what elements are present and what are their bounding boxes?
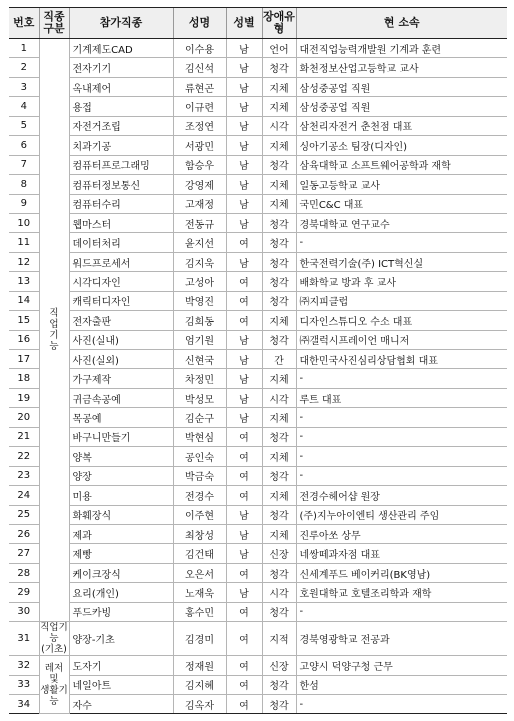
gender-cell: 남 bbox=[226, 155, 262, 174]
affiliation-cell: 삼성중공업 직원 bbox=[296, 97, 507, 116]
name-cell: 박금숙 bbox=[173, 466, 226, 485]
table-row bbox=[9, 272, 507, 291]
job-cell: 워드프로세서 bbox=[69, 252, 173, 271]
gender-cell: 여 bbox=[226, 563, 262, 582]
gender-cell: 남 bbox=[226, 213, 262, 232]
table-row bbox=[9, 194, 507, 213]
row-number: 25 bbox=[9, 505, 39, 524]
affiliation-cell: 신세계푸드 베이커리(BK영남) bbox=[296, 563, 507, 582]
gender-cell: 남 bbox=[226, 39, 262, 58]
job-cell: 도자기 bbox=[69, 656, 173, 675]
row-number: 20 bbox=[9, 408, 39, 427]
disability-cell: 시각 bbox=[262, 116, 296, 135]
affiliation-cell: ㈜지피클럽 bbox=[296, 291, 507, 310]
row-number: 6 bbox=[9, 136, 39, 155]
affiliation-cell: - bbox=[296, 427, 507, 446]
name-cell: 김경미 bbox=[173, 622, 226, 656]
disability-cell: 지체 bbox=[262, 136, 296, 155]
participants-table-container bbox=[9, 7, 507, 714]
row-number: 2 bbox=[9, 58, 39, 77]
disability-cell: 청각 bbox=[262, 213, 296, 232]
row-number: 21 bbox=[9, 427, 39, 446]
table-row bbox=[9, 524, 507, 543]
disability-cell: 신장 bbox=[262, 656, 296, 675]
affiliation-cell: 삼천리자전거 춘천점 대표 bbox=[296, 116, 507, 135]
affiliation-cell: 화천정보산업고등학교 교사 bbox=[296, 58, 507, 77]
name-cell: 조정연 bbox=[173, 116, 226, 135]
row-number: 3 bbox=[9, 77, 39, 96]
name-cell: 김지욱 bbox=[173, 252, 226, 271]
affiliation-cell: 삼성중공업 직원 bbox=[296, 77, 507, 96]
gender-cell: 남 bbox=[226, 544, 262, 563]
job-cell: 양복 bbox=[69, 447, 173, 466]
table-row bbox=[9, 136, 507, 155]
job-cell: 요리(개인) bbox=[69, 583, 173, 602]
row-number: 33 bbox=[9, 675, 39, 694]
participants-table bbox=[9, 7, 507, 714]
disability-cell: 지체 bbox=[262, 486, 296, 505]
affiliation-cell: (주)지누아이엔티 생산관리 주임 bbox=[296, 505, 507, 524]
row-number: 12 bbox=[9, 252, 39, 271]
table-row bbox=[9, 388, 507, 407]
table-row bbox=[9, 330, 507, 349]
affiliation-cell: 한국전력기술(주) ICT혁신실 bbox=[296, 252, 507, 271]
affiliation-cell: 일동고등학교 교사 bbox=[296, 175, 507, 194]
row-number: 17 bbox=[9, 350, 39, 369]
job-cell: 목공예 bbox=[69, 408, 173, 427]
header-gender: 성별 bbox=[226, 8, 262, 39]
gender-cell: 여 bbox=[226, 486, 262, 505]
disability-cell: 시각 bbox=[262, 388, 296, 407]
affiliation-cell: 고양시 덕양구청 근무 bbox=[296, 656, 507, 675]
name-cell: 정재원 bbox=[173, 656, 226, 675]
job-cell: 컴퓨터프로그래밍 bbox=[69, 155, 173, 174]
disability-cell: 지체 bbox=[262, 97, 296, 116]
gender-cell: 남 bbox=[226, 388, 262, 407]
table-row bbox=[9, 350, 507, 369]
name-cell: 이수용 bbox=[173, 39, 226, 58]
row-number: 4 bbox=[9, 97, 39, 116]
gender-cell: 남 bbox=[226, 116, 262, 135]
disability-cell: 지체 bbox=[262, 369, 296, 388]
name-cell: 이주현 bbox=[173, 505, 226, 524]
category-cell: 레저 및 생활기능 bbox=[39, 656, 69, 714]
row-number: 5 bbox=[9, 116, 39, 135]
name-cell: 고재정 bbox=[173, 194, 226, 213]
header-category: 직종 구분 bbox=[39, 8, 69, 39]
affiliation-cell: - bbox=[296, 408, 507, 427]
gender-cell: 여 bbox=[226, 447, 262, 466]
disability-cell: 청각 bbox=[262, 291, 296, 310]
name-cell: 홍수민 bbox=[173, 602, 226, 621]
name-cell: 김옥자 bbox=[173, 695, 226, 714]
table-row bbox=[9, 447, 507, 466]
row-number: 8 bbox=[9, 175, 39, 194]
name-cell: 윤지선 bbox=[173, 233, 226, 252]
disability-cell: 청각 bbox=[262, 675, 296, 694]
table-row bbox=[9, 155, 507, 174]
name-cell: 김신석 bbox=[173, 58, 226, 77]
row-number: 27 bbox=[9, 544, 39, 563]
row-number: 26 bbox=[9, 524, 39, 543]
row-number: 19 bbox=[9, 388, 39, 407]
header-name: 성명 bbox=[173, 8, 226, 39]
row-number: 23 bbox=[9, 466, 39, 485]
table-row bbox=[9, 233, 507, 252]
row-number: 18 bbox=[9, 369, 39, 388]
name-cell: 김지혜 bbox=[173, 675, 226, 694]
name-cell: 류현곤 bbox=[173, 77, 226, 96]
job-cell: 미용 bbox=[69, 486, 173, 505]
gender-cell: 남 bbox=[226, 505, 262, 524]
row-number: 10 bbox=[9, 213, 39, 232]
name-cell: 전경수 bbox=[173, 486, 226, 505]
affiliation-cell: 삼육대학교 소프트웨어공학과 재학 bbox=[296, 155, 507, 174]
affiliation-cell: 경북영광학교 전공과 bbox=[296, 622, 507, 656]
disability-cell: 청각 bbox=[262, 233, 296, 252]
table-row bbox=[9, 427, 507, 446]
table-row bbox=[9, 408, 507, 427]
row-number: 30 bbox=[9, 602, 39, 621]
name-cell: 박현심 bbox=[173, 427, 226, 446]
gender-cell: 여 bbox=[226, 622, 262, 656]
gender-cell: 남 bbox=[226, 350, 262, 369]
job-cell: 컴퓨터수리 bbox=[69, 194, 173, 213]
gender-cell: 여 bbox=[226, 291, 262, 310]
row-number: 24 bbox=[9, 486, 39, 505]
header-disability: 장애유 형 bbox=[262, 8, 296, 39]
disability-cell: 언어 bbox=[262, 39, 296, 58]
affiliation-cell: 대한민국사진심리상담협회 대표 bbox=[296, 350, 507, 369]
disability-cell: 청각 bbox=[262, 505, 296, 524]
job-cell: 전자기기 bbox=[69, 58, 173, 77]
disability-cell: 청각 bbox=[262, 695, 296, 714]
disability-cell: 지체 bbox=[262, 194, 296, 213]
job-cell: 네일아트 bbox=[69, 675, 173, 694]
table-row bbox=[9, 602, 507, 621]
table-row bbox=[9, 675, 507, 694]
name-cell: 차정민 bbox=[173, 369, 226, 388]
row-number: 28 bbox=[9, 563, 39, 582]
job-cell: 사진(실외) bbox=[69, 350, 173, 369]
gender-cell: 남 bbox=[226, 583, 262, 602]
job-cell: 제과 bbox=[69, 524, 173, 543]
disability-cell: 청각 bbox=[262, 155, 296, 174]
job-cell: 제빵 bbox=[69, 544, 173, 563]
table-row bbox=[9, 175, 507, 194]
job-cell: 자수 bbox=[69, 695, 173, 714]
job-cell: 양장 bbox=[69, 466, 173, 485]
affiliation-cell: 한섬 bbox=[296, 675, 507, 694]
disability-cell: 신장 bbox=[262, 544, 296, 563]
affiliation-cell: - bbox=[296, 369, 507, 388]
job-cell: 푸드카빙 bbox=[69, 602, 173, 621]
disability-cell: 지체 bbox=[262, 175, 296, 194]
table-row bbox=[9, 291, 507, 310]
name-cell: 고성아 bbox=[173, 272, 226, 291]
affiliation-cell: 전경수헤어샵 원장 bbox=[296, 486, 507, 505]
row-number: 7 bbox=[9, 155, 39, 174]
gender-cell: 남 bbox=[226, 136, 262, 155]
disability-cell: 청각 bbox=[262, 330, 296, 349]
job-cell: 용접 bbox=[69, 97, 173, 116]
disability-cell: 지체 bbox=[262, 408, 296, 427]
job-cell: 케이크장식 bbox=[69, 563, 173, 582]
job-cell: 양장-기초 bbox=[69, 622, 173, 656]
gender-cell: 여 bbox=[226, 466, 262, 485]
gender-cell: 남 bbox=[226, 524, 262, 543]
table-row bbox=[9, 369, 507, 388]
name-cell: 박성모 bbox=[173, 388, 226, 407]
affiliation-cell: 루트 대표 bbox=[296, 388, 507, 407]
gender-cell: 남 bbox=[226, 330, 262, 349]
row-number: 32 bbox=[9, 656, 39, 675]
job-cell: 컴퓨터정보통신 bbox=[69, 175, 173, 194]
job-cell: 치과기공 bbox=[69, 136, 173, 155]
affiliation-cell: 호원대학교 호텔조리학과 재학 bbox=[296, 583, 507, 602]
row-number: 22 bbox=[9, 447, 39, 466]
disability-cell: 청각 bbox=[262, 563, 296, 582]
row-number: 29 bbox=[9, 583, 39, 602]
table-row bbox=[9, 622, 507, 656]
name-cell: 전동규 bbox=[173, 213, 226, 232]
gender-cell: 여 bbox=[226, 233, 262, 252]
affiliation-cell: - bbox=[296, 466, 507, 485]
affiliation-cell: 싱아기공소 팀장(디자인) bbox=[296, 136, 507, 155]
row-number: 11 bbox=[9, 233, 39, 252]
gender-cell: 남 bbox=[226, 408, 262, 427]
gender-cell: 여 bbox=[226, 656, 262, 675]
gender-cell: 여 bbox=[226, 311, 262, 330]
header-affiliation: 현 소속 bbox=[296, 8, 507, 39]
affiliation-cell: 배화학교 방과 후 교사 bbox=[296, 272, 507, 291]
name-cell: 이규련 bbox=[173, 97, 226, 116]
job-cell: 전자출판 bbox=[69, 311, 173, 330]
table-body bbox=[9, 39, 507, 714]
table-row bbox=[9, 505, 507, 524]
disability-cell: 청각 bbox=[262, 602, 296, 621]
row-number: 9 bbox=[9, 194, 39, 213]
table-row bbox=[9, 466, 507, 485]
job-cell: 자전거조립 bbox=[69, 116, 173, 135]
gender-cell: 남 bbox=[226, 194, 262, 213]
gender-cell: 여 bbox=[226, 675, 262, 694]
table-row bbox=[9, 39, 507, 58]
row-number: 31 bbox=[9, 622, 39, 656]
disability-cell: 청각 bbox=[262, 466, 296, 485]
name-cell: 강영제 bbox=[173, 175, 226, 194]
disability-cell: 지체 bbox=[262, 311, 296, 330]
row-number: 1 bbox=[9, 39, 39, 58]
job-cell: 캐릭터디자인 bbox=[69, 291, 173, 310]
disability-cell: 청각 bbox=[262, 427, 296, 446]
header-job: 참가직종 bbox=[69, 8, 173, 39]
gender-cell: 남 bbox=[226, 77, 262, 96]
affiliation-cell: - bbox=[296, 602, 507, 621]
affiliation-cell: ㈜갤럭시프레이언 매니저 bbox=[296, 330, 507, 349]
row-number: 16 bbox=[9, 330, 39, 349]
table-row bbox=[9, 311, 507, 330]
name-cell: 김건태 bbox=[173, 544, 226, 563]
job-cell: 바구니만들기 bbox=[69, 427, 173, 446]
header-row bbox=[9, 8, 507, 39]
gender-cell: 여 bbox=[226, 695, 262, 714]
table-row bbox=[9, 695, 507, 714]
name-cell: 함승우 bbox=[173, 155, 226, 174]
job-cell: 웹마스터 bbox=[69, 213, 173, 232]
disability-cell: 지적 bbox=[262, 622, 296, 656]
name-cell: 서광민 bbox=[173, 136, 226, 155]
table-row bbox=[9, 544, 507, 563]
gender-cell: 여 bbox=[226, 427, 262, 446]
affiliation-cell: - bbox=[296, 695, 507, 714]
table-row bbox=[9, 58, 507, 77]
gender-cell: 여 bbox=[226, 602, 262, 621]
name-cell: 공인숙 bbox=[173, 447, 226, 466]
table-row bbox=[9, 656, 507, 675]
table-row bbox=[9, 583, 507, 602]
header-no: 번호 bbox=[9, 8, 39, 39]
row-number: 14 bbox=[9, 291, 39, 310]
gender-cell: 남 bbox=[226, 252, 262, 271]
disability-cell: 간 bbox=[262, 350, 296, 369]
gender-cell: 남 bbox=[226, 58, 262, 77]
table-row bbox=[9, 252, 507, 271]
job-cell: 시각디자인 bbox=[69, 272, 173, 291]
gender-cell: 남 bbox=[226, 369, 262, 388]
affiliation-cell: 대전직업능력개발원 기계과 훈련 bbox=[296, 39, 507, 58]
affiliation-cell: 경북대학교 연구교수 bbox=[296, 213, 507, 232]
table-row bbox=[9, 486, 507, 505]
category-cell: 직업기능 bbox=[39, 39, 69, 622]
row-number: 15 bbox=[9, 311, 39, 330]
disability-cell: 시각 bbox=[262, 583, 296, 602]
name-cell: 김희동 bbox=[173, 311, 226, 330]
disability-cell: 지체 bbox=[262, 524, 296, 543]
job-cell: 기계제도CAD bbox=[69, 39, 173, 58]
disability-cell: 지체 bbox=[262, 447, 296, 466]
table-row bbox=[9, 97, 507, 116]
gender-cell: 남 bbox=[226, 175, 262, 194]
affiliation-cell: 국민C&C 대표 bbox=[296, 194, 507, 213]
name-cell: 신현국 bbox=[173, 350, 226, 369]
name-cell: 박영진 bbox=[173, 291, 226, 310]
name-cell: 최창성 bbox=[173, 524, 226, 543]
job-cell: 데이터처리 bbox=[69, 233, 173, 252]
job-cell: 옥내제어 bbox=[69, 77, 173, 96]
job-cell: 화훼장식 bbox=[69, 505, 173, 524]
job-cell: 가구제작 bbox=[69, 369, 173, 388]
name-cell: 김순구 bbox=[173, 408, 226, 427]
affiliation-cell: - bbox=[296, 233, 507, 252]
name-cell: 오은서 bbox=[173, 563, 226, 582]
job-cell: 사진(실내) bbox=[69, 330, 173, 349]
table-row bbox=[9, 77, 507, 96]
disability-cell: 청각 bbox=[262, 252, 296, 271]
disability-cell: 지체 bbox=[262, 77, 296, 96]
name-cell: 노재욱 bbox=[173, 583, 226, 602]
affiliation-cell: 진루아쏘 상무 bbox=[296, 524, 507, 543]
category-cell: 직업기능 (기초) bbox=[40, 622, 68, 656]
affiliation-cell: 네쌍떼과자점 대표 bbox=[296, 544, 507, 563]
name-cell: 엄기원 bbox=[173, 330, 226, 349]
affiliation-cell: - bbox=[296, 447, 507, 466]
disability-cell: 청각 bbox=[262, 58, 296, 77]
row-number: 13 bbox=[9, 272, 39, 291]
row-number: 34 bbox=[9, 695, 39, 714]
table-row bbox=[9, 563, 507, 582]
gender-cell: 여 bbox=[226, 272, 262, 291]
table-row bbox=[9, 213, 507, 232]
job-cell: 귀금속공예 bbox=[69, 388, 173, 407]
table-row bbox=[9, 116, 507, 135]
disability-cell: 청각 bbox=[262, 272, 296, 291]
gender-cell: 남 bbox=[226, 97, 262, 116]
affiliation-cell: 디자인스튜디오 수소 대표 bbox=[296, 311, 507, 330]
